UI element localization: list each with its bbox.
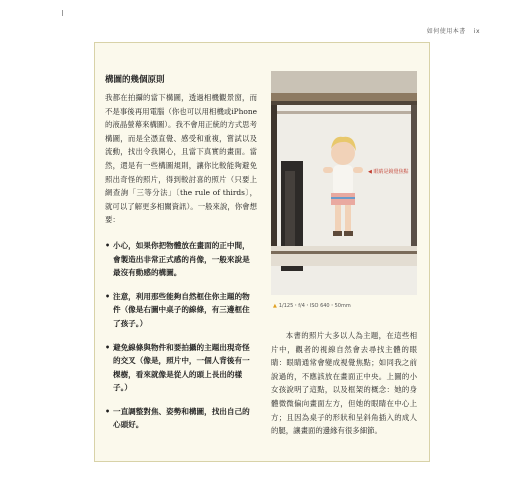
running-header [427,26,480,35]
page-panel [94,42,430,462]
photo-caption: ▲ 1/125・f/4・ISO 640・50mm [273,303,351,309]
bullet-icon: • [105,341,111,352]
list-item: • 注意，利用那些能夠自然框住你主題的物件（像是右圖中桌子的線條，有三邊框住了孩子。） [105,290,257,331]
bullet-list [105,239,257,432]
section-title: 構圖的幾個原則 [105,75,165,85]
bullet-icon: • [105,405,111,416]
left-column [105,73,257,442]
bullet-icon: • [105,290,111,301]
list-item: • 一直調整對焦、姿勢和構圖，找出自己的心頭好。 [105,405,257,432]
photo-illustration [271,71,417,295]
intro-paragraph: 我都在拍攝的當下構圖，透過相機觀景窗，而不是事後再用電腦（你也可以用相機或iPhone的液晶螢幕來構圖）。我不會用正統的方式思考構圖，而是全憑直覺、感受和重複，嘗試以及流動，找出令我開心，且當下真實的畫面。當然，還是有一些構圖規則，讓你比較能夠避免照出奇怪的照片，得到較討喜的照片（只要上網查詢「三等分法」〔the rule of thirds〕，就可以了解更多相關資訊）。一般來說，你會想要： [105,93,257,225]
crop-mark [62,10,63,16]
focus-annotation: ◀ 眼睛是鏡覺焦點 [368,169,409,175]
list-item: • 避免線條與物件和要拍攝的主題出現奇怪的交叉（像是，照片中，一個人背後有一棵樹，看來就像是從人的頭上長出的樣子。） [105,341,257,395]
triangle-icon: ▲ [273,303,277,309]
bullet-icon: • [105,239,111,250]
running-title: 如何使用本書 [426,28,466,35]
list-item: • 小心，如果你把物體放在畫面的正中間，會製造出非常正式感的肖像，一般來說是最沒有動感的構圖。 [105,239,257,280]
arrow-left-icon: ◀ [368,169,372,175]
right-column-paragraph: 本書的照片大多以人為主題，在這些相片中，觀者的視線自然會去尋找主體的眼睛：眼睛通常會變成視覺焦點；如同我之前說過的，不應該放在畫面正中央。上圖的小女孩說明了這點，以及框架的概念：她的身體微微偏向畫面左方，但她的眼睛在中心上方；且因為桌子的形狀和呈斜角插入的成人的腿，讓畫面的邊緣有很多細節。 [271,331,417,436]
page-number: ix [473,28,480,35]
example-photo [271,71,417,295]
